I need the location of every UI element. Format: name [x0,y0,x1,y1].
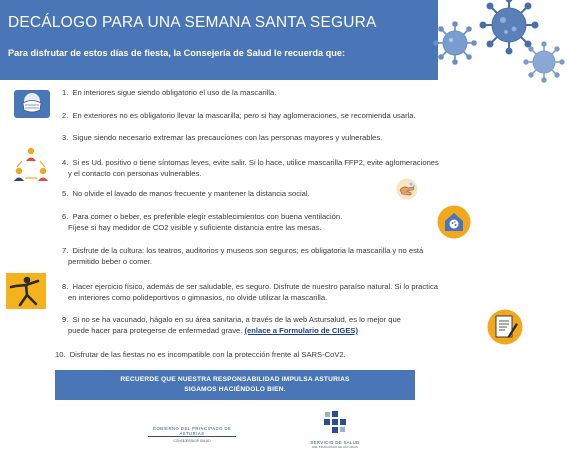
coronavirus-icon [522,40,566,84]
item-text-continued: Fíjese si hay medidor de CO2 visible y suficiente distancia entre las mesas. [68,222,322,232]
item-number: 1. [62,88,69,97]
item-number: 3. [62,133,69,142]
item-number: 8. [62,282,69,291]
list-item-9 [62,315,492,337]
exercise-person-icon [6,273,46,309]
item-number: 7. [62,246,69,255]
list-item-3 [62,133,507,144]
health-service-logo [305,410,365,452]
item-text: En interiores sigue siendo obligatorio el uso de la mascarilla. [72,88,277,97]
banner-line-2: SIGAMOS HACIÉNDOLO BIEN. [184,386,286,393]
people-distance-icon [12,146,50,186]
health-service-logo-title: SERVICIO DE SALUD [310,440,360,445]
health-cross-icon [323,410,347,434]
item-text: Para comer o beber, es preferible elegir establecimientos con buena ventilación. [72,212,343,221]
vaccine-form-icon [487,309,523,345]
item-text: Disfrute de la cultura: los teatros, auditorios y museos son seguros; es obligatoria la mascarilla y no está [72,246,424,255]
item-text-continued: en interiores como polideportivos o gimnasios, no olvide utilizar la mascarilla. [68,292,328,302]
item-text: Disfrutar de las fiestas no es incompatible con la protección frente al SARS-CoV2. [69,350,346,359]
page-title: DECÁLOGO PARA UNA SEMANA SANTA SEGURA [8,14,377,31]
list-item-5 [62,189,507,200]
list-item-4 [62,158,507,180]
government-logo [142,420,242,444]
item-text: Si es Ud. positivo o tiene síntomas leves, evite salir. Si lo hace, utilice mascarilla FFP2, evite aglomeraciones [72,158,439,167]
item-number: 2. [62,111,69,120]
item-text-continued: permitido beber o comer. [68,256,152,266]
item-text-continued: y el contacto con personas vulnerables. [68,168,202,178]
header-banner [0,0,438,80]
item-text: En exteriores no es obligatorio llevar la mascarilla; pero si hay aglomeraciones, se recomienda usarla. [72,111,416,120]
item-text: Si no se ha vacunado, hágalo en su área sanitaria, a través de la web Astursalud, es lo mejor que [72,315,401,324]
item-number: 5. [62,189,69,198]
item-number: 6. [62,212,69,221]
responsibility-banner [55,370,415,400]
coronavirus-icon [432,20,478,66]
item-text: Hacer ejercicio físico, además de ser saludable, es seguro. Disfrute de nuestro paraíso natural. Si lo practica [72,282,438,291]
list-item-10 [55,350,500,361]
item-number: 4. [62,158,69,167]
list-item-6 [62,212,507,234]
health-service-logo-subtitle: DEL PRINCIPADO DE ASTURIAS [312,445,358,449]
item-number: 10. [55,350,66,359]
mask-icon [14,90,50,118]
item-number: 9. [62,315,69,324]
government-logo-title: GOBIERNO DEL PRINCIPADO DE ASTURIAS [148,420,236,437]
list-item-7 [62,246,507,268]
government-logo-subtitle: CONSEJERÍA DE SALUD [173,439,211,443]
item-text: Sigue siendo necesario extremar las precauciones con las personas mayores y vulnerables. [72,133,383,142]
banner-line-1: RECUERDE QUE NUESTRA RESPONSABILIDAD IMPULSA ASTURIAS [120,376,350,383]
list-item-1 [62,88,507,99]
ciges-form-link[interactable]: (enlace a Formulario de CIGES) [244,325,358,335]
list-item-8 [62,282,507,304]
page-subtitle: Para disfrutar de estos días de fiesta, la Consejería de Salud le recuerda que: [8,48,345,58]
item-text: No olvide el lavado de manos frecuente y mantener la distancia social. [72,189,310,198]
item-text-continued: puede hacer para protegerse de enfermedad grave. [68,325,243,335]
list-item-2 [62,111,507,122]
